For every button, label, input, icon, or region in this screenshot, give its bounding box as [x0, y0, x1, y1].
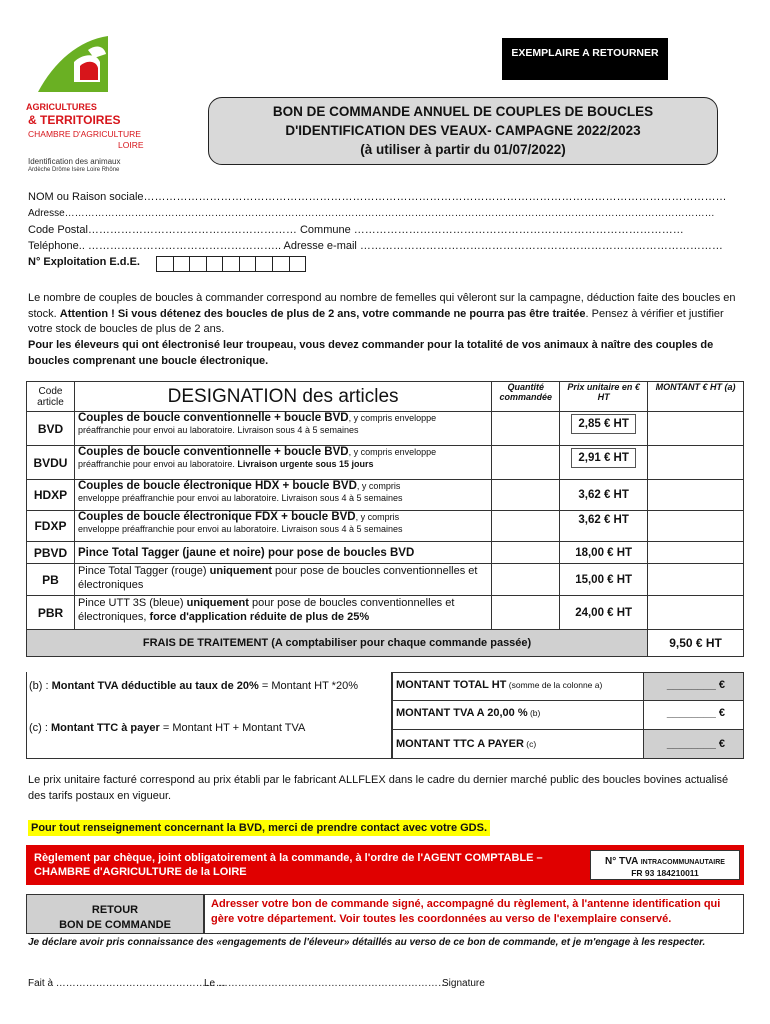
quantity-input[interactable] [492, 596, 560, 630]
intro-paragraph: Le nombre de couples de boucles à commander correspond au nombre de femelles qui vêleront sur la campagne, déduction faite des boucles en stock. Attention ! Si vous détenez des boucles de plus de 2 ans, votre commande ne pourra pas être traitée. Pensez à vérifier et justifier votre stock de boucles de plus de 2 ans. [28, 292, 736, 335]
quantity-input[interactable] [492, 564, 560, 596]
montant-cell[interactable] [648, 596, 744, 630]
logo-line1: agricultures [26, 98, 97, 113]
declaration: Je déclare avoir pris connaissance des «engagements de l'éleveur» détaillés au verso de ce bon de commande, et je m'engage à les respecter. [28, 937, 706, 948]
header-montant: MONTANT € HT (a) [648, 382, 744, 412]
price-value: 2,91 € HT [571, 448, 636, 468]
frais-label: FRAIS DE TRAITEMENT (A comptabiliser pour chaque commande passée) [27, 630, 648, 657]
title-line2: D'IDENTIFICATION DES VEAUX- CAMPAGNE 2022/2023 [285, 123, 641, 138]
table-row: BVD Couples de boucle conventionnelle + boucle BVD, y compris enveloppe préaffranchie pour envoi au laboratoire. Livraison sous 4 à 5 semaines 2,85 € HT [27, 412, 744, 446]
montant-cell[interactable] [648, 511, 744, 542]
exemplaire-badge: EXEMPLAIRE A RETOURNER [502, 38, 668, 80]
header-designation: DESIGNATION des articles [74, 382, 491, 412]
table-row: HDXP Couples de boucle électronique HDX + boucle BVD, y compris enveloppe préaffranchie pour envoi au laboratoire. Livraison sous 4 à 5 semaines 3,62 € HT [27, 480, 744, 511]
retour-box: RETOUR BON DE COMMANDE [26, 894, 204, 934]
table-row: BVDU Couples de boucle conventionnelle + boucle BVD, y compris enveloppe préaffranchie pour envoi au laboratoire. Livraison urgente sous 15 jours 2,91 € HT [27, 446, 744, 480]
nom-field[interactable]: NOM ou Raison sociale…………………………………………………………………………………………………………………………………………… [28, 191, 727, 203]
logo-line4: LOIRE [118, 140, 144, 150]
telephone-field[interactable]: Teléphone.. …………………………………………….. Adresse e-mail ……………………………………………………………………………………… [28, 240, 723, 252]
logo-line2: & TERRITOIRES [28, 113, 121, 127]
price-value: 18,00 € HT [560, 542, 648, 564]
quantity-input[interactable] [492, 511, 560, 542]
adresser-box: Adresser votre bon de commande signé, accompagné du règlement, à l'antenne identification qui gère votre département. Voir toutes les coordonnées au verso de l'exemplaire conservé. [204, 894, 744, 934]
fait-a-field[interactable]: Fait à …………………………………………… [28, 978, 226, 989]
price-value: 2,85 € HT [571, 414, 636, 434]
tva-box: N° TVA INTRACOMMUNAUTAIRE FR 93 184210011 [590, 850, 740, 880]
tva-value[interactable]: ________ € [644, 701, 744, 730]
prix-note: Le prix unitaire facturé correspond au prix établi par le fabricant ALLFLEX dans le cadre du dernier marché public des boucles bovines actualisé des tarifs postaux en vigueur. [28, 774, 729, 802]
logo-subtitle1: Identification des animaux [28, 157, 121, 166]
gds-note: Pour tout renseignement concernant la BVD, merci de prendre contact avec votre GDS. [28, 818, 490, 836]
le-field[interactable]: Le …………………………………………………………… [204, 978, 448, 989]
price-value: 15,00 € HT [560, 564, 648, 596]
montant-cell[interactable] [648, 542, 744, 564]
adresse-field[interactable]: Adresse…………………………………………………………………………………………………………………………………………………………………………… [28, 208, 715, 219]
order-table [26, 381, 744, 657]
price-value: 3,62 € HT [560, 480, 648, 511]
header-code: Code article [27, 382, 75, 412]
ttc-value[interactable]: ________ € [644, 730, 744, 759]
quantity-input[interactable] [492, 542, 560, 564]
exploitation-boxes[interactable] [156, 256, 306, 272]
total-ht-value[interactable]: ________ € [644, 672, 744, 701]
reglement-box: Règlement par chèque, joint obligatoirement à la commande, à l'ordre de l'AGENT COMPTABLE – CHAMBRE d'AGRICULTURE de la LOIRE [26, 845, 744, 885]
title-line1: BON DE COMMANDE ANNUEL DE COUPLES DE BOUCLES [272, 104, 654, 119]
quantity-input[interactable] [492, 412, 560, 446]
logo [26, 30, 146, 180]
header-prix: Prix unitaire en € HT [560, 382, 648, 412]
quantity-input[interactable] [492, 480, 560, 511]
price-value: 3,62 € HT [560, 511, 648, 542]
totals-right: MONTANT TOTAL HT (somme de la colonne a) MONTANT TVA A 20,00 % (b) MONTANT TTC A PAYER (c) ________ € ________ € ________ € [392, 672, 744, 759]
quantity-input[interactable] [492, 446, 560, 480]
table-row: PBVD Pince Total Tagger (jaune et noire) pour pose de boucles BVD 18,00 € HT [27, 542, 744, 564]
table-row: PB Pince Total Tagger (rouge) uniquement pour pose de boucles conventionnelles et électroniques 15,00 € HT [27, 564, 744, 596]
code-postal-field[interactable]: Code Postal………………………………………………… Commune ……………………………………………………………………………… [28, 224, 684, 236]
logo-subtitle2: Ardèche Drôme Isère Loire Rhône [28, 167, 120, 173]
montant-cell[interactable] [648, 480, 744, 511]
montant-cell[interactable] [648, 412, 744, 446]
price-value: 24,00 € HT [560, 596, 648, 630]
montant-cell[interactable] [648, 446, 744, 480]
title-line3: (à utiliser à partir du 01/07/2022) [360, 142, 566, 157]
table-row: PBR Pince UTT 3S (bleue) uniquement pour pose de boucles conventionnelles et électroniques, force d'application réduite de plus de 25% 24,00 € HT [27, 596, 744, 630]
exploitation-label: N° Exploitation E.d.E. [28, 256, 140, 268]
header-quantite: Quantité commandée [492, 382, 560, 412]
totals-left: (b) : Montant TVA déductible au taux de 20% = Montant HT *20% (c) : Montant TTC à payer = Montant HT + Montant TVA [26, 672, 392, 759]
page-title [208, 97, 718, 165]
table-row: FDXP Couples de boucle électronique FDX + boucle BVD, y compris enveloppe préaffranchie pour envoi au laboratoire. Livraison sous 4 à 5 semaines 3,62 € HT [27, 511, 744, 542]
logo-mark-icon [34, 32, 114, 98]
montant-cell[interactable] [648, 564, 744, 596]
frais-price: 9,50 € HT [648, 630, 744, 657]
logo-line3: CHAMBRE D'AGRICULTURE [28, 129, 141, 139]
intro-paragraph-bold: Pour les éleveurs qui ont électronisé leur troupeau, vous devez commander pour la totalité de vos animaux à naître des couples de boucles comprenant une boucle électronique. [28, 339, 714, 367]
signature-label: Signature [442, 978, 485, 989]
